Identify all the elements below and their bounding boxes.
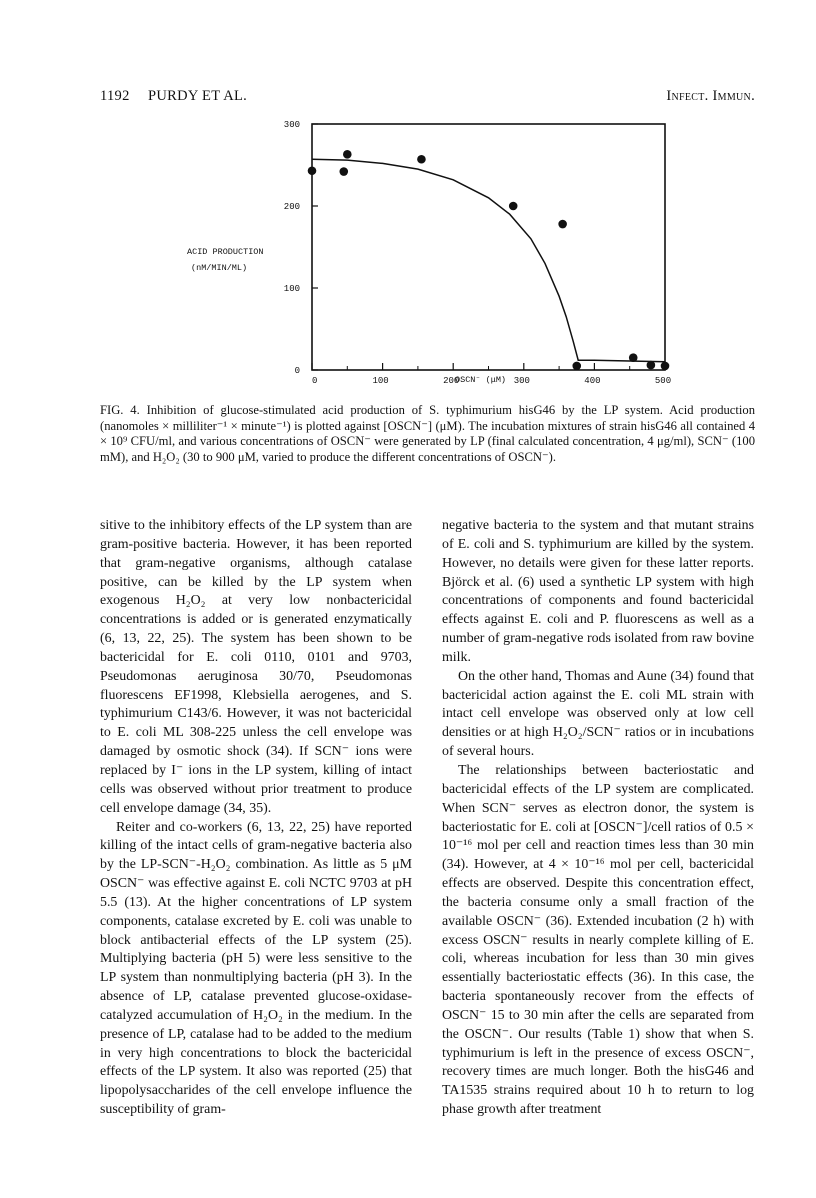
- left-column: [100, 517, 412, 1120]
- caption-text: Inhibition of glucose-stimulated acid production of S. typhimurium hisG46 by the LP system. Acid production (nanomoles × milliliter⁻¹ × minute⁻¹) is plotted against [OSCN⁻] (μM). The incubation mixtures of strain hisG46 all contained 4 × 10⁹ CFU/ml, and various concentrations of OSCN⁻ were generated by LP (final calculated concentration, 4 μg/ml), SCN⁻ (100 mM), and H₂O₂ (30 to 900 μM, varied to produce the different concentrations of OSCN⁻).: [100, 403, 755, 464]
- y-tick-label: 0: [294, 366, 300, 376]
- data-point: [558, 220, 567, 229]
- caption-label: FIG. 4.: [100, 403, 140, 417]
- right-paragraph-1: negative bacteria to the system and that mutant strains of E. coli and S. typhimurium are killed by the system. However, no details were given for these latter reports. Björck et al. (6) used a synthetic LP system with high concentrations of components and found bactericidal effects against E. coli and P. fluorescens as well as a number of gram-negative rods isolated from raw bovine milk.: [442, 518, 754, 665]
- figure-caption: [100, 403, 755, 465]
- running-head-journal: Infect. Immun.: [666, 88, 755, 104]
- data-points: [308, 150, 670, 370]
- page-number: 1192: [100, 88, 130, 104]
- right-paragraph-3: The relationships between bacteriostatic and bactericidal effects of the LP system are complicated. When SCN⁻ serves as electron donor, the system is bacteriostatic for E. coli at [OSCN⁻]/cell ratios of 0.5 × 10⁻¹⁶ mol per cell and reaction times less than 30 min (34). However, at 4 × 10⁻¹⁶ mol per cell, bactericidal effects are observed. Despite this concentration effect, the bacteria consume only a small fraction of the available OSCN⁻ (36). Extended incubation (2 h) with excess OSCN⁻ results in nearly complete killing of E. coli, whereas incubation for less than 30 min gives essentially bacteriostatic effects (36). In this case, the bacteria spontaneously recover from the effects of OSCN⁻ 15 to 30 min after the cells are separated from the OSCN⁻. Our results (Table 1) show that when S. typhimurium is left in the presence of excess OSCN⁻, recovery times are much longer. Both the hisG46 and TA1535 strains required about 10 h to return to log phase growth after treatment: [442, 762, 754, 1118]
- right-column: [442, 517, 754, 1120]
- chart-ticks: [312, 124, 665, 370]
- x-axis-label: OSCN⁻ (μM): [455, 375, 507, 385]
- running-head-authors: PURDY ET AL.: [148, 88, 248, 104]
- left-paragraph-1: sitive to the inhibitory effects of the LP system than are gram-positive bacteria. However, it has been reported that gram-negative organisms, although catalase positive, can be killed by the LP system when exogenous H₂O₂ at very low nonbactericidal concentrations is added or is generated enzymatically (6, 13, 22, 25). The system has been shown to be bactericidal for E. coli 0110, 0101 and 9703, Pseudomonas aeruginosa 30/70, Pseudomonas fluorescens EF1998, Klebsiella aerogenes, and S. typhimurium C143/6. However, it was not bactericidal to E. coli ML 308-225 unless the cell envelope was damaged by osmotic shock (34). If SCN⁻ ions were replaced by I⁻ ions in the LP system, killing of intact cells was observed without prior treatment to produce cell envelope damage (34, 35).: [100, 518, 412, 816]
- data-point: [343, 150, 352, 159]
- y-tick-label: 200: [283, 202, 300, 212]
- data-point: [661, 362, 670, 371]
- fitted-curve: [312, 159, 665, 361]
- x-tick-label: 100: [372, 376, 389, 386]
- data-point: [647, 361, 656, 370]
- data-point: [339, 167, 348, 176]
- x-tick-label: 500: [654, 376, 672, 386]
- data-point: [417, 155, 426, 164]
- figure-4-chart: [0, 0, 816, 400]
- y-axis-label-line2: (nM/MIN/ML): [191, 263, 248, 273]
- left-paragraph-2: Reiter and co-workers (6, 13, 22, 25) have reported killing of the intact cells of gram-negative bacteria also by the LP-SCN⁻-H₂O₂ combination. As little as 5 μM OSCN⁻ was effective against E. coli NCTC 9703 at pH 5.5 (13). At the higher concentrations of LP system components, catalase excreted by E. coli was unable to block antibacterial effects of the LP system (25). Multiplying bacteria (pH 5) were less sensitive to the LP system than nonmultiplying bacteria (pH 3). In the absence of LP, catalase prevented glucose-oxidase-catalyzed accumulation of H₂O₂ in the medium. In the presence of LP, catalase had to be added to the medium in very high concentrations to block the bactericidal effects of the LP system. It also was reported (25) that lipopolysaccharides of the cell envelope influence the susceptibility of gram-: [100, 819, 412, 1118]
- y-tick-label: 300: [283, 120, 300, 130]
- data-point: [629, 353, 638, 362]
- data-point: [509, 202, 518, 211]
- data-point: [308, 166, 317, 175]
- data-point: [572, 362, 581, 371]
- y-axis-label-line1: ACID PRODUCTION: [187, 247, 264, 257]
- y-tick-label: 100: [283, 284, 300, 294]
- right-paragraph-2: On the other hand, Thomas and Aune (34) found that bactericidal action against the E. coli ML strain with intact cell envelope was observed only at low cell densities or at high H₂O₂/SCN⁻ ratios or in incubations of several hours.: [442, 668, 754, 760]
- plot-frame: [312, 124, 665, 370]
- x-tick-label: 200: [443, 376, 460, 386]
- chart-axes: [312, 124, 665, 370]
- x-tick-label: 300: [513, 376, 530, 386]
- x-tick-label: 400: [584, 376, 601, 386]
- x-tick-label: 0: [312, 376, 318, 386]
